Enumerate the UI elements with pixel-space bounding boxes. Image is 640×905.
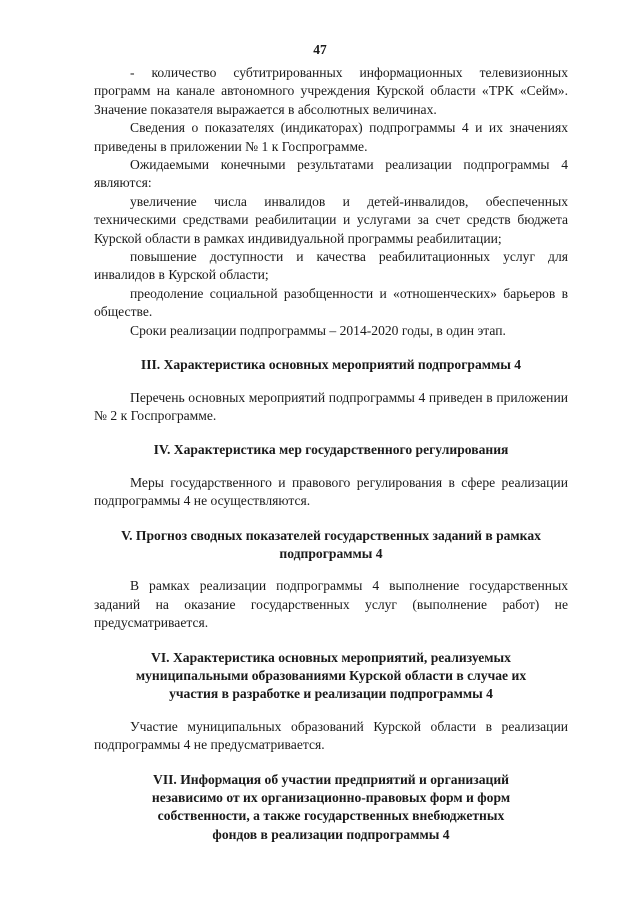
page-number: 47 <box>313 42 327 57</box>
section-heading-6-line: VI. Характеристика основных мероприятий, реализуемых <box>151 649 511 665</box>
section-heading-7-line: фондов в реализации подпрограммы 4 <box>212 826 450 842</box>
section-heading-6 <box>94 649 568 704</box>
expected-results-intro: Ожидаемыми конечными результатами реализации подпрограммы 4 являются: <box>94 157 568 191</box>
section-heading-6-line: муниципальными образованиями Курской области в случае их <box>135 667 527 683</box>
section-heading-7 <box>94 771 568 845</box>
section-3-text: Перечень основных мероприятий подпрограммы 4 приведен в приложении № 2 к Госпрограмме. <box>94 389 568 423</box>
indicators-reference-paragraph: Сведения о показателях (индикаторах) подпрограммы 4 и их значениях приведены в приложении № 1 к Госпрограмме. <box>94 120 568 154</box>
expected-result-item: повышение доступности и качества реабилитационных услуг для инвалидов в Курской области; <box>94 249 568 283</box>
document-body <box>94 64 568 844</box>
section-heading-3: III. Характеристика основных мероприятий подпрограммы 4 <box>140 357 522 373</box>
section-4-text: Меры государственного и правового регулирования в сфере реализации подпрограммы 4 не осуществляются. <box>94 474 568 509</box>
section-heading-5 <box>94 527 568 564</box>
section-heading-7-line: VII. Информация об участии предприятий и организаций <box>153 771 509 787</box>
implementation-period-paragraph: Сроки реализации подпрограммы – 2014-2020 годы, в один этап. <box>130 322 506 338</box>
indicator-paragraph: - количество субтитрированных информационных телевизионных программ на канале автономного учреждения Курской области «ТРК «Сейм». Значение показателя выражается в абсолютных величинах. <box>94 65 568 117</box>
section-heading-5-line: подпрограммы 4 <box>279 545 383 561</box>
section-heading-7-line: собственности, а также государственных внебюджетных <box>157 808 505 824</box>
section-heading-7-line: независимо от их организационно-правовых форм и форм <box>151 790 511 805</box>
expected-result-item: преодоление социальной разобщенности и «отношенческих» барьеров в обществе. <box>94 285 568 320</box>
expected-result-item: увеличение числа инвалидов и детей-инвалидов, обеспеченных техническими средствами реабилитации и услугами за счет средств бюджета Курской области в рамках индивидуальной программы реабилитации; <box>94 193 568 246</box>
section-heading-4: IV. Характеристика мер государственного регулирования <box>153 442 509 458</box>
section-5-text: В рамках реализации подпрограммы 4 выполнение государственных заданий на оказание государственных услуг (выполнение работ) не предусматривается. <box>94 578 568 631</box>
section-heading-6-line: участия в разработке и реализации подпрограммы 4 <box>169 686 493 702</box>
section-6-text: Участие муниципальных образований Курской области в реализации подпрограммы 4 не предусматривается. <box>94 718 568 753</box>
section-heading-5-line: V. Прогноз сводных показателей государственных заданий в рамках <box>121 527 541 543</box>
